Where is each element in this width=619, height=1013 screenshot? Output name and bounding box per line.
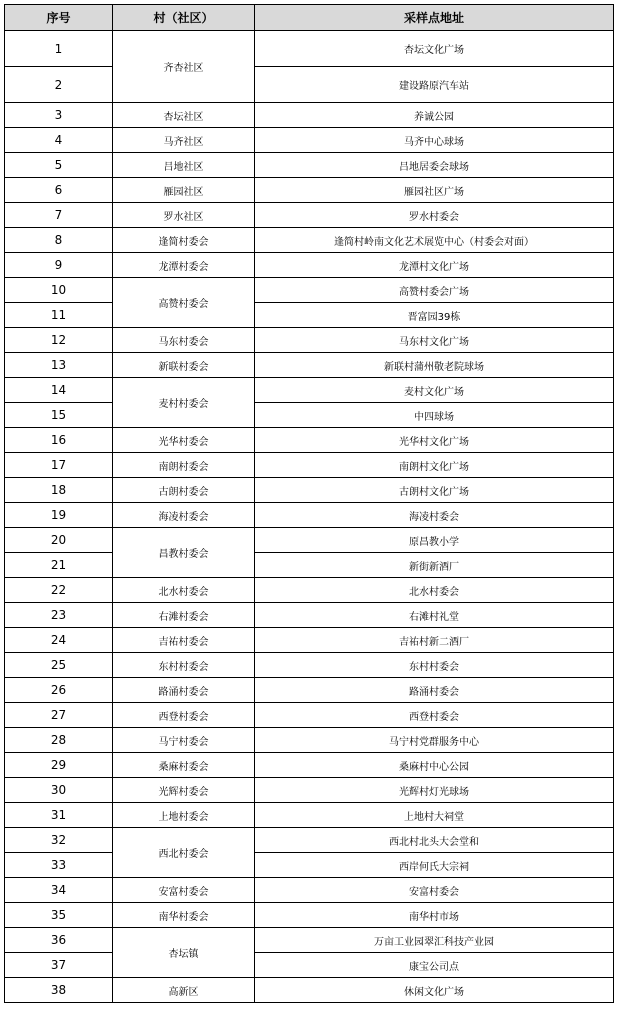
table-row [5, 803, 614, 828]
cell-village-community: 东村村委会 [113, 653, 255, 678]
cell-serial-number: 20 [5, 528, 113, 553]
cell-sampling-site-address: 北水村委会 [255, 578, 614, 603]
table-row [5, 478, 614, 503]
cell-serial-number: 35 [5, 903, 113, 928]
cell-village-community: 光华村委会 [113, 428, 255, 453]
table-row [5, 578, 614, 603]
cell-sampling-site-address: 吕地居委会球场 [255, 153, 614, 178]
table-row [5, 303, 614, 328]
cell-village-community: 马齐社区 [113, 128, 255, 153]
table-row [5, 678, 614, 703]
table-row [5, 453, 614, 478]
cell-serial-number: 8 [5, 228, 113, 253]
table-body [5, 31, 614, 1003]
cell-village-community: 马宁村委会 [113, 728, 255, 753]
cell-village-community: 昌教村委会 [113, 528, 255, 578]
table-row [5, 853, 614, 878]
cell-sampling-site-address: 康宝公司点 [255, 953, 614, 978]
table-row [5, 878, 614, 903]
table-row [5, 603, 614, 628]
cell-village-community: 光辉村委会 [113, 778, 255, 803]
cell-village-community: 右滩村委会 [113, 603, 255, 628]
cell-village-community: 海凌村委会 [113, 503, 255, 528]
cell-serial-number: 31 [5, 803, 113, 828]
table-row [5, 203, 614, 228]
cell-village-community: 吉祐村委会 [113, 628, 255, 653]
cell-sampling-site-address: 罗水村委会 [255, 203, 614, 228]
cell-serial-number: 29 [5, 753, 113, 778]
cell-serial-number: 30 [5, 778, 113, 803]
cell-sampling-site-address: 养诚公园 [255, 103, 614, 128]
header-village-community: 村（社区） [113, 5, 255, 31]
cell-serial-number: 14 [5, 378, 113, 403]
cell-village-community: 桑麻村委会 [113, 753, 255, 778]
cell-sampling-site-address: 南华村市场 [255, 903, 614, 928]
cell-sampling-site-address: 上地村大祠堂 [255, 803, 614, 828]
cell-village-community: 新联村委会 [113, 353, 255, 378]
cell-sampling-site-address: 吉祐村新二酒厂 [255, 628, 614, 653]
cell-serial-number: 34 [5, 878, 113, 903]
table-row [5, 31, 614, 67]
cell-village-community: 西登村委会 [113, 703, 255, 728]
cell-serial-number: 22 [5, 578, 113, 603]
cell-serial-number: 6 [5, 178, 113, 203]
cell-sampling-site-address: 中四球场 [255, 403, 614, 428]
table-row [5, 128, 614, 153]
sampling-sites-table-container [4, 4, 614, 1003]
cell-sampling-site-address: 南朗村文化广场 [255, 453, 614, 478]
cell-village-community: 罗水社区 [113, 203, 255, 228]
cell-sampling-site-address: 右滩村礼堂 [255, 603, 614, 628]
cell-village-community: 安富村委会 [113, 878, 255, 903]
cell-serial-number: 26 [5, 678, 113, 703]
table-row [5, 628, 614, 653]
cell-sampling-site-address: 龙潭村文化广场 [255, 253, 614, 278]
cell-serial-number: 12 [5, 328, 113, 353]
table-row [5, 178, 614, 203]
table-row [5, 528, 614, 553]
cell-serial-number: 9 [5, 253, 113, 278]
cell-serial-number: 4 [5, 128, 113, 153]
cell-serial-number: 37 [5, 953, 113, 978]
cell-sampling-site-address: 马齐中心球场 [255, 128, 614, 153]
cell-sampling-site-address: 古朗村文化广场 [255, 478, 614, 503]
table-row [5, 278, 614, 303]
cell-serial-number: 1 [5, 31, 113, 67]
table-row [5, 67, 614, 103]
cell-sampling-site-address: 海凌村委会 [255, 503, 614, 528]
cell-sampling-site-address: 桑麻村中心公园 [255, 753, 614, 778]
cell-serial-number: 10 [5, 278, 113, 303]
cell-serial-number: 3 [5, 103, 113, 128]
cell-serial-number: 16 [5, 428, 113, 453]
cell-sampling-site-address: 逢简村岭南文化艺术展览中心（村委会对面） [255, 228, 614, 253]
cell-village-community: 马东村委会 [113, 328, 255, 353]
table-row [5, 653, 614, 678]
cell-village-community: 杏坛社区 [113, 103, 255, 128]
cell-sampling-site-address: 光华村文化广场 [255, 428, 614, 453]
cell-sampling-site-address: 雁园社区广场 [255, 178, 614, 203]
cell-sampling-site-address: 万亩工业园翠汇科技产业园 [255, 928, 614, 953]
cell-village-community: 北水村委会 [113, 578, 255, 603]
cell-sampling-site-address: 光辉村灯光球场 [255, 778, 614, 803]
cell-sampling-site-address: 西登村委会 [255, 703, 614, 728]
table-row [5, 553, 614, 578]
cell-sampling-site-address: 建设路原汽车站 [255, 67, 614, 103]
cell-sampling-site-address: 安富村委会 [255, 878, 614, 903]
table-row [5, 953, 614, 978]
table-row [5, 753, 614, 778]
cell-sampling-site-address: 原昌教小学 [255, 528, 614, 553]
cell-sampling-site-address: 新街新酒厂 [255, 553, 614, 578]
cell-sampling-site-address: 杏坛文化广场 [255, 31, 614, 67]
table-row [5, 503, 614, 528]
table-row [5, 328, 614, 353]
table-row [5, 903, 614, 928]
cell-serial-number: 33 [5, 853, 113, 878]
table-header-row [5, 5, 614, 31]
header-serial-number: 序号 [5, 5, 113, 31]
cell-sampling-site-address: 休闲文化广场 [255, 978, 614, 1003]
cell-village-community: 逢简村委会 [113, 228, 255, 253]
table-row [5, 253, 614, 278]
cell-village-community: 古朗村委会 [113, 478, 255, 503]
cell-sampling-site-address: 新联村蒲州敬老院球场 [255, 353, 614, 378]
cell-village-community: 南朗村委会 [113, 453, 255, 478]
cell-village-community: 路涌村委会 [113, 678, 255, 703]
cell-serial-number: 21 [5, 553, 113, 578]
cell-serial-number: 7 [5, 203, 113, 228]
table-row [5, 703, 614, 728]
cell-village-community: 西北村委会 [113, 828, 255, 878]
table-row [5, 153, 614, 178]
header-sampling-site-address: 采样点地址 [255, 5, 614, 31]
cell-serial-number: 17 [5, 453, 113, 478]
cell-village-community: 南华村委会 [113, 903, 255, 928]
cell-sampling-site-address: 东村村委会 [255, 653, 614, 678]
cell-sampling-site-address: 西北村北头大会堂和 [255, 828, 614, 853]
table-row [5, 828, 614, 853]
cell-serial-number: 27 [5, 703, 113, 728]
cell-serial-number: 11 [5, 303, 113, 328]
cell-sampling-site-address: 马宁村党群服务中心 [255, 728, 614, 753]
cell-serial-number: 36 [5, 928, 113, 953]
cell-serial-number: 13 [5, 353, 113, 378]
cell-serial-number: 18 [5, 478, 113, 503]
cell-serial-number: 25 [5, 653, 113, 678]
cell-serial-number: 19 [5, 503, 113, 528]
table-row [5, 403, 614, 428]
table-row [5, 928, 614, 953]
table-row [5, 103, 614, 128]
cell-sampling-site-address: 晋富园39栋 [255, 303, 614, 328]
table-row [5, 378, 614, 403]
cell-village-community: 麦村村委会 [113, 378, 255, 428]
cell-serial-number: 2 [5, 67, 113, 103]
sampling-sites-table [4, 4, 614, 1003]
table-row [5, 778, 614, 803]
cell-serial-number: 5 [5, 153, 113, 178]
cell-village-community: 高新区 [113, 978, 255, 1003]
table-row [5, 978, 614, 1003]
cell-sampling-site-address: 高赞村委会广场 [255, 278, 614, 303]
cell-sampling-site-address: 麦村文化广场 [255, 378, 614, 403]
cell-village-community: 高赞村委会 [113, 278, 255, 328]
cell-serial-number: 23 [5, 603, 113, 628]
table-row [5, 353, 614, 378]
cell-serial-number: 28 [5, 728, 113, 753]
cell-village-community: 杏坛镇 [113, 928, 255, 978]
cell-serial-number: 38 [5, 978, 113, 1003]
cell-sampling-site-address: 西岸何氏大宗祠 [255, 853, 614, 878]
cell-village-community: 吕地社区 [113, 153, 255, 178]
cell-serial-number: 15 [5, 403, 113, 428]
table-row [5, 228, 614, 253]
cell-village-community: 齐杏社区 [113, 31, 255, 103]
table-row [5, 728, 614, 753]
table-row [5, 428, 614, 453]
cell-sampling-site-address: 路涌村委会 [255, 678, 614, 703]
cell-village-community: 上地村委会 [113, 803, 255, 828]
cell-village-community: 雁园社区 [113, 178, 255, 203]
cell-sampling-site-address: 马东村文化广场 [255, 328, 614, 353]
cell-serial-number: 32 [5, 828, 113, 853]
cell-serial-number: 24 [5, 628, 113, 653]
cell-village-community: 龙潭村委会 [113, 253, 255, 278]
